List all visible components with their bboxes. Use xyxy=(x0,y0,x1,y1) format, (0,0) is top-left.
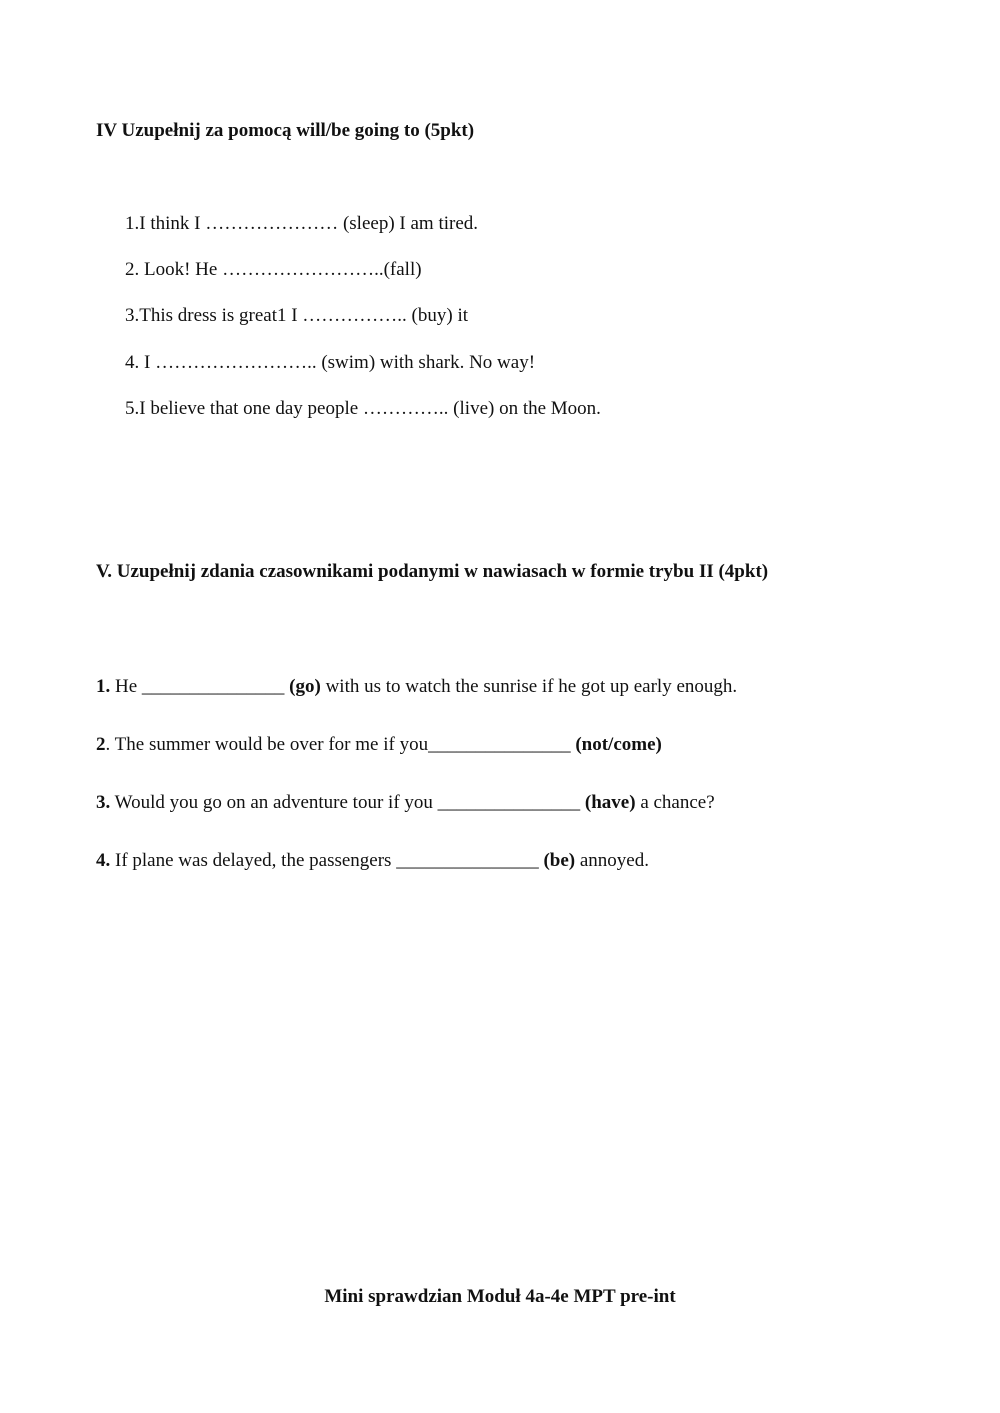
item-verb: (go) xyxy=(289,676,321,697)
item-text-before: . The summer would be over for me if you_______________ xyxy=(105,734,576,755)
item-number: 3. xyxy=(96,792,111,813)
footer-title: Mini sprawdzian Moduł 4a-4e MPT pre-int xyxy=(324,1286,676,1307)
section-5-heading: V. Uzupełnij zdania czasownikami podanymi w nawiasach w formie trybu II (4pkt) xyxy=(96,561,769,582)
section-4-item-1 xyxy=(125,213,478,235)
item-verb: (be) xyxy=(543,850,576,871)
item-text-after: a chance? xyxy=(635,792,715,813)
item-number: 5. xyxy=(125,398,140,419)
section-5-item-1 xyxy=(96,676,737,698)
section-4-item-5 xyxy=(125,398,601,420)
section-5-item-3 xyxy=(96,792,715,814)
item-number: 4. xyxy=(96,850,111,871)
item-text: This dress is great1 I …………….. (buy) it xyxy=(139,305,469,326)
item-text-before: If plane was delayed, the passengers _______________ xyxy=(110,850,544,871)
item-text-before: Would you go on an adventure tour if you _______________ xyxy=(110,792,585,813)
section-5-item-4 xyxy=(96,850,649,872)
section-4-item-2 xyxy=(125,259,422,281)
section-4-item-4 xyxy=(125,352,535,374)
item-number: 1. xyxy=(96,676,111,697)
item-number: 2 xyxy=(96,734,106,755)
item-number: 4. xyxy=(125,352,140,373)
item-text: I …………………….. (swim) with shark. No way! xyxy=(139,352,536,373)
item-number: 3. xyxy=(125,305,140,326)
item-text-after: annoyed. xyxy=(575,850,649,871)
item-text-before: He _______________ xyxy=(110,676,290,697)
item-verb: (not/come) xyxy=(575,734,662,755)
item-text: I believe that one day people ………….. (live) on the Moon. xyxy=(139,398,601,419)
section-5-item-2 xyxy=(96,734,662,756)
item-verb: (have) xyxy=(584,792,636,813)
item-text: I think I ………………… (sleep) I am tired. xyxy=(139,213,479,234)
item-number: 1. xyxy=(125,213,140,234)
item-text-after: with us to watch the sunrise if he got up early enough. xyxy=(320,676,738,697)
section-4-heading: IV Uzupełnij za pomocą will/be going to (5pkt) xyxy=(96,120,475,141)
item-number: 2. xyxy=(125,259,140,280)
item-text: Look! He ……………………..(fall) xyxy=(139,259,422,280)
section-4-item-3 xyxy=(125,305,468,327)
